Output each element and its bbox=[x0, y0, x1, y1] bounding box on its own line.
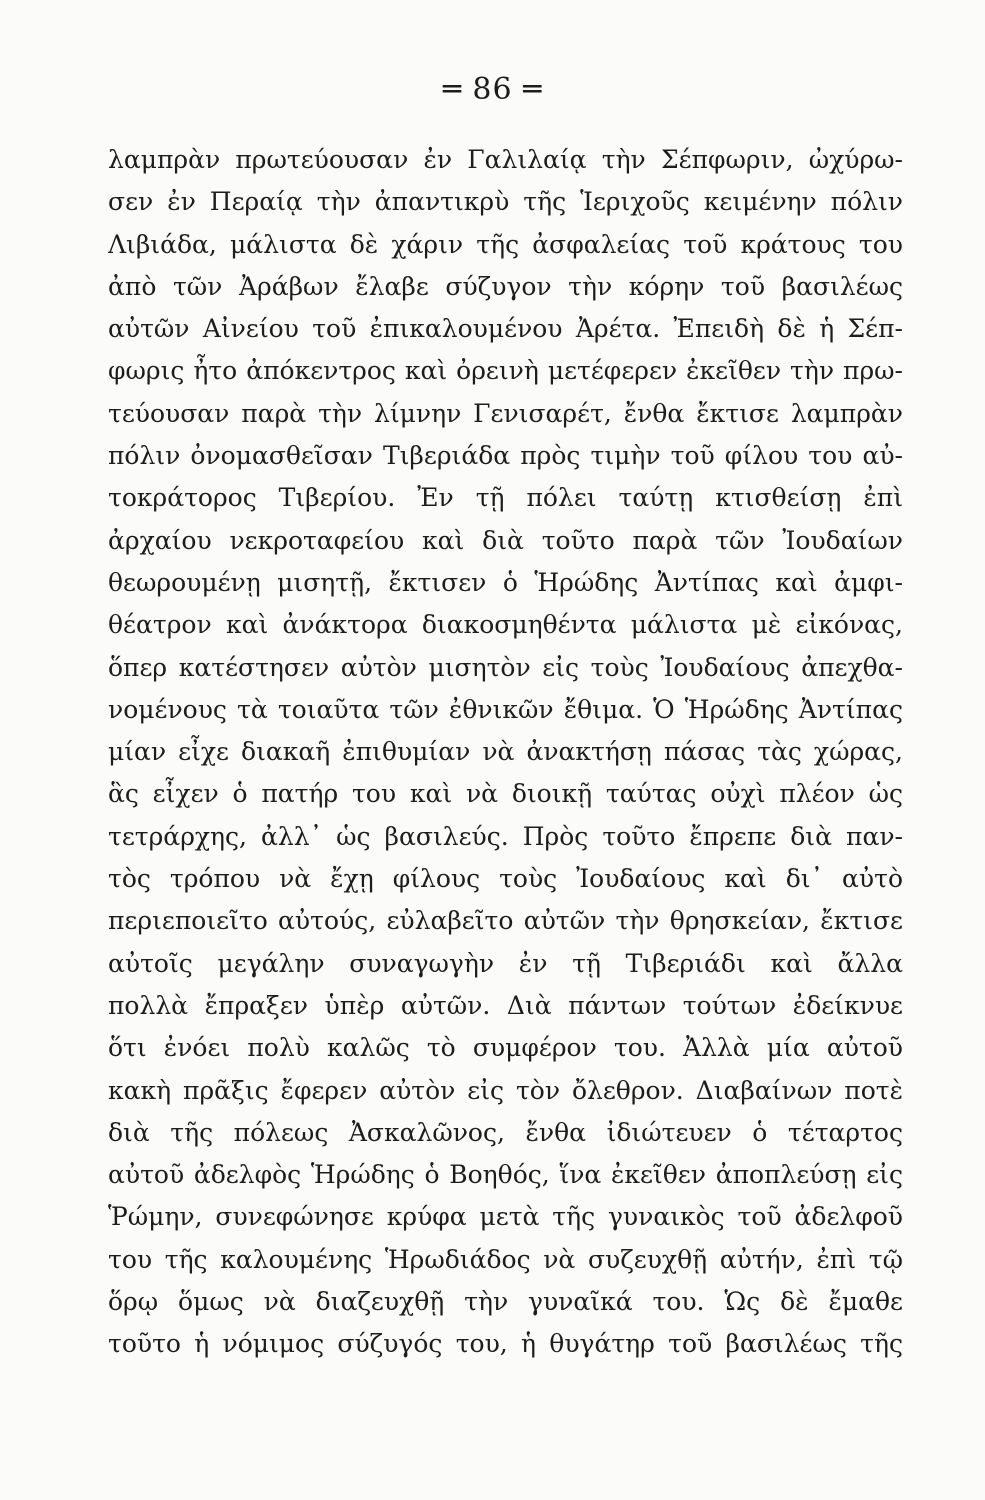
text-line: τοκράτορος Τιβερίου. Ἐν τῇ πόλει ταύτῃ κτισθείσῃ ἐπὶ bbox=[108, 483, 903, 513]
text-line: ὅρῳ ὅμως νὰ διαζευχθῇ τὴν γυναῖκά του. Ὡς δὲ ἔμαθε bbox=[108, 1287, 903, 1317]
text-line: πολλὰ ἔπραξεν ὑπὲρ αὐτῶν. Διὰ πάντων τούτων ἐδείκνυε bbox=[108, 990, 903, 1020]
text-line: λαμπρὰν πρωτεύουσαν ἐν Γαλιλαίᾳ τὴν Σέπφωριν, ὠχύρω- bbox=[108, 145, 903, 174]
body-text bbox=[108, 139, 903, 1366]
text-line: θεωρουμένῃ μισητῇ, ἔκτισεν ὁ Ἡρώδης Ἀντίπας καὶ ἀμφι- bbox=[108, 567, 903, 597]
text-line: νομένους τὰ τοιαῦτα τῶν ἐθνικῶν ἔθιμα. Ὁ Ἡρώδης Ἀντίπας bbox=[108, 694, 903, 724]
text-line: τὸς τρόπου νὰ ἔχῃ φίλους τοὺς Ἰουδαίους καὶ δι᾽ αὐτὸ bbox=[108, 864, 903, 894]
text-line: τετράρχης, ἀλλ᾽ ὡς βασιλεύς. Πρὸς τοῦτο ἔπρεπε διὰ παν- bbox=[108, 821, 903, 851]
text-line: πόλιν ὀνομασθεῖσαν Τιβεριάδα πρὸς τιμὴν τοῦ φίλου του αὐ- bbox=[108, 441, 903, 471]
text-line: αὐτοῦ ἀδελφὸς Ἡρώδης ὁ Βοηθός, ἵνα ἐκεῖθεν ἀποπλεύσῃ εἰς bbox=[108, 1160, 903, 1190]
text-line: διὰ τῆς πόλεως Ἀσκαλῶνος, ἔνθα ἰδιώτευεν ὁ τέταρτος bbox=[108, 1117, 903, 1147]
text-line: σεν ἐν Περαίᾳ τὴν ἀπαντικρὺ τῆς Ἱεριχοῦς κειμένην πόλιν bbox=[108, 187, 903, 217]
text-line: Λιβιάδα, μάλιστα δὲ χάριν τῆς ἀσφαλείας τοῦ κράτους του bbox=[108, 229, 903, 259]
text-line: ὅτι ἐνόει πολὺ καλῶς τὸ συμφέρον του. Ἀλλὰ μία αὐτοῦ bbox=[108, 1033, 903, 1063]
text-line: κακὴ πρᾶξις ἔφερεν αὐτὸν εἰς τὸν ὄλεθρον. Διαβαίνων ποτὲ bbox=[108, 1075, 903, 1105]
text-line: τοῦτο ἡ νόμιμος σύζυγός του, ἡ θυγάτηρ τοῦ βασιλέως τῆς bbox=[108, 1329, 903, 1359]
text-line: αὐτοῖς μεγάλην συναγωγὴν ἐν τῇ Τιβεριάδι καὶ ἄλλα bbox=[108, 948, 903, 978]
page-number: ═ 86 ═ bbox=[442, 72, 543, 107]
text-line: ὅπερ κατέστησεν αὐτὸν μισητὸν εἰς τοὺς Ἰουδαίους ἀπεχθα- bbox=[108, 652, 903, 682]
text-line: αὐτῶν Αἰνείου τοῦ ἐπικαλουμένου Ἀρέτα. Ἐπειδὴ δὲ ἡ Σέπ- bbox=[108, 314, 903, 344]
text-line: τεύουσαν παρὰ τὴν λίμνην Γενισαρέτ, ἔνθα ἔκτισε λαμπρὰν bbox=[108, 398, 903, 428]
text-line: περιεποιεῖτο αὐτούς, εὐλαβεῖτο αὐτῶν τὴν θρησκείαν, ἔκτισε bbox=[108, 906, 903, 936]
text-line: μίαν εἶχε διακαῆ ἐπιθυμίαν νὰ ἀνακτήσῃ πάσας τὰς χώρας, bbox=[108, 737, 903, 767]
text-line: ἀρχαίου νεκροταφείου καὶ διὰ τοῦτο παρὰ τῶν Ἰουδαίων bbox=[108, 525, 903, 555]
text-line: φωρις ἦτο ἀπόκεντρος καὶ ὀρεινὴ μετέφερεν ἐκεῖθεν τὴν πρω- bbox=[108, 356, 903, 386]
text-line: ἀπὸ τῶν Ἀράβων ἔλαβε σύζυγον τὴν κόρην τοῦ βασιλέως bbox=[108, 271, 903, 301]
text-line: ἃς εἶχεν ὁ πατήρ του καὶ νὰ διοικῇ ταύτας οὐχὶ πλέον ὡς bbox=[108, 779, 903, 809]
text-line: Ῥώμην, συνεφώνησε κρύφα μετὰ τῆς γυναικὸς τοῦ ἀδελφοῦ bbox=[108, 1202, 903, 1232]
text-line: του τῆς καλουμένης Ἡρωδιάδος νὰ συζευχθῇ αὐτήν, ἐπὶ τῷ bbox=[108, 1244, 903, 1274]
text-line: θέατρον καὶ ἀνάκτορα διακοσμηθέντα μάλιστα μὲ εἰκόνας, bbox=[108, 610, 903, 640]
